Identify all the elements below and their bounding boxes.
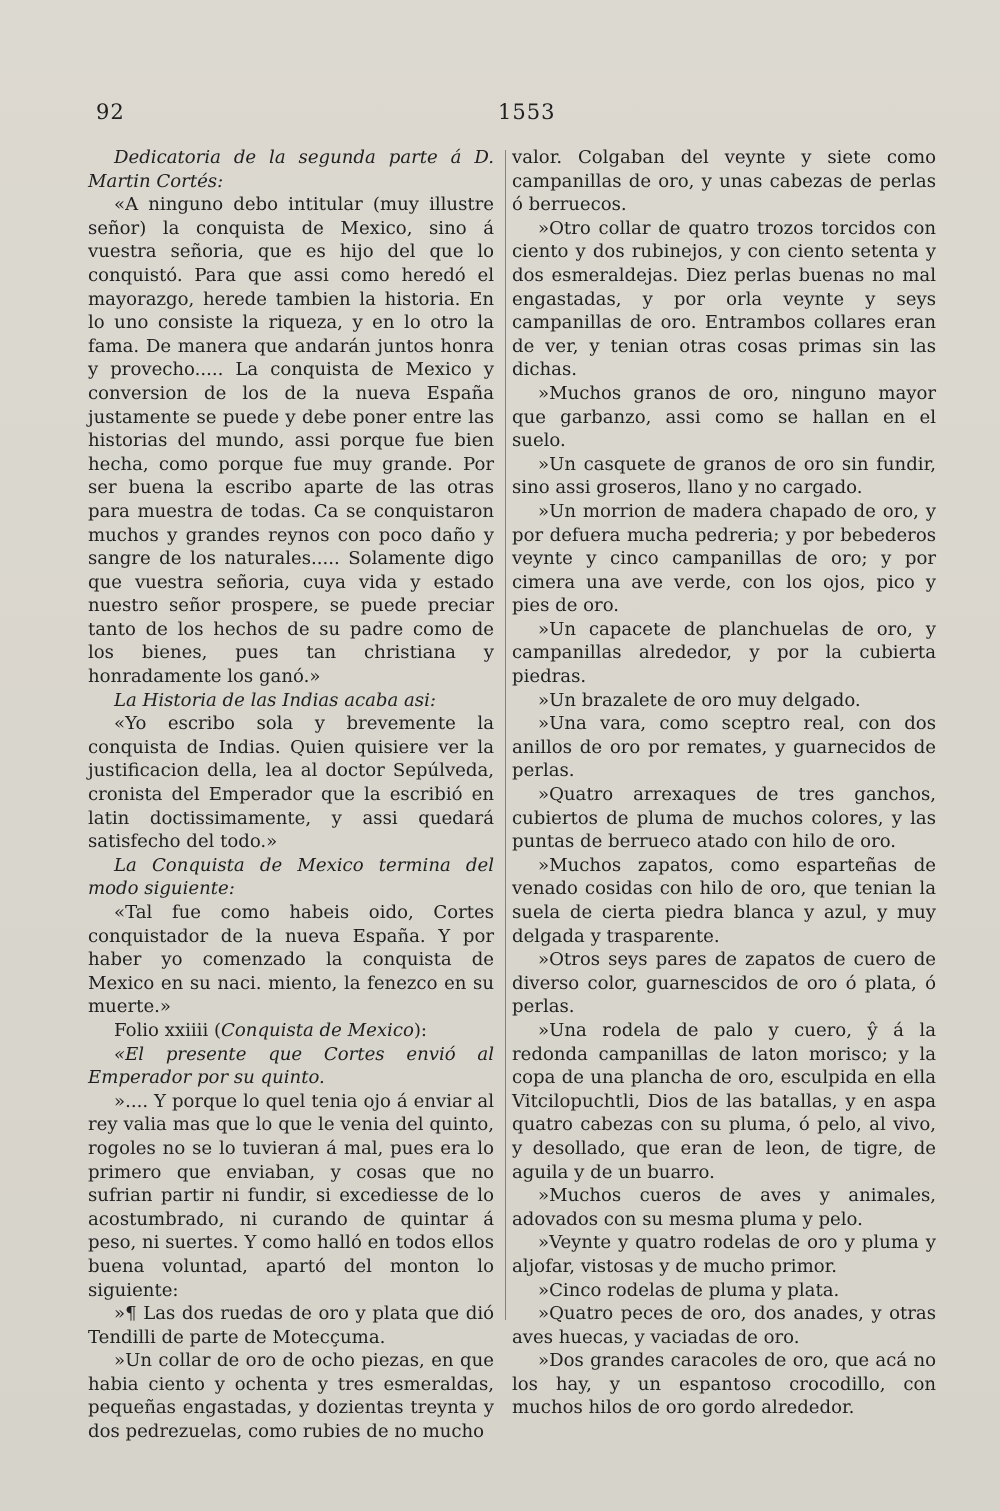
paragraph: »Cinco rodelas de pluma y plata. xyxy=(538,1279,840,1301)
paragraph: »Muchos zapatos, como esparteñas de venado cosidas con hilo de oro, que tenian la suela de cierta piedra blanca y azul, y muy delgada y trasparente. xyxy=(512,854,936,947)
paragraph: «A ninguno debo intitular (muy illustre señor) la conquista de Mexico, sino á vuestra señoria, que es hijo del que lo conquistó. Para que assi como heredó el mayorazgo, herede tambien la historia. En lo uno consiste la riqueza, y en lo otro la fama. De manera que andarán juntos honra y provecho..... La conquista de Mexico y conversion de los de la nueva España justamente se puede y debe poner entre las historias del mundo, assi porque fue bien hecha, como porque fue muy grande. Por ser buena la escribo aparte de las otras para muestra de todas. Ca se conquistaron muchos y grandes reynos con poco daño y sangre de los naturales..... Solamente digo que vuestra señoria, cuya vida y estado nuestro señor prospere, se puede preciar tanto de los hechos de su padre como de los bienes, pues tan christiana y honradamente los ganó.» xyxy=(88,194,494,688)
paragraph: ».... Y porque lo quel tenia ojo á enviar al rey valia mas que lo que le venia del quinto, rogoles no se lo tuvieran á mal, pues era lo primero que enviaban, y cosas que no sufrian partir ni fundir, si excediesse de lo acostumbrado, ni curando de quintar á peso, ni suertes. Y como halló en todos ellos buena voluntad, apartó del monton lo siguiente: xyxy=(88,1090,494,1301)
paragraph: «Tal fue como habeis oido, Cortes conquistador de la nueva España. Y por haber yo comenzado la conquista de Mexico en su naci. miento, la fenezco en su muerte.» xyxy=(88,902,494,1018)
paragraph: »Quatro arrexaques de tres ganchos, cubiertos de pluma de muchos colores, y las puntas de berrueco atado con hilo de oro. xyxy=(512,784,936,853)
right-column xyxy=(512,146,936,1420)
paragraph: »Dos grandes caracoles de oro, que acá no los hay, y un espantoso crocodillo, con muchos hilos de oro gordo alrededor. xyxy=(512,1350,936,1419)
paragraph: »Una vara, como sceptro real, con dos anillos de oro por remates, y guarnecidos de perlas. xyxy=(512,713,936,782)
folio-prefix: Folio xxiiii ( xyxy=(114,1019,222,1041)
page-number: 92 xyxy=(96,100,125,124)
paragraph: »Otros seys pares de zapatos de cuero de diverso color, guarnescidos de oro ó plata, ó perlas. xyxy=(512,949,936,1018)
section-heading: La Conquista de Mexico termina del modo siguiente: xyxy=(88,854,494,900)
folio-reference xyxy=(88,1019,494,1043)
paragraph: »Un casquete de granos de oro sin fundir, sino assi groseros, llano y no cargado. xyxy=(512,453,936,499)
section-heading: La Historia de las Indias acaba asi: xyxy=(114,689,436,711)
paragraph: »Muchos granos de oro, ninguno mayor que garbanzo, assi como se hallan en el suelo. xyxy=(512,382,936,452)
folio-title: Conquista de Mexico xyxy=(221,1019,414,1041)
paragraph: «Yo escribo sola y brevemente la conquista de Indias. Quien quisiere ver la justificacion della, lea al doctor Sepúlveda, cronista del Emperador que la escribió en latin doctissimamente, y assi quedará satisfecho del todo.» xyxy=(88,713,494,853)
section-heading: «El presente que Cortes envió al Emperador por su quinto. xyxy=(88,1043,494,1089)
paragraph: »Otro collar de quatro trozos torcidos con ciento y dos rubinejos, y con ciento setenta y dos esmeraldejas. Diez perlas buenas no mal engastadas, y por orla veynte y seys campanillas de oro. Entrambos collares eran de ver, y tenian otras cosas primas sin las dichas. xyxy=(512,217,936,381)
paragraph: »Un brazalete de oro muy delgado. xyxy=(538,689,861,711)
paragraph: »Un collar de oro de ocho piezas, en que habia ciento y ochenta y tres esmeraldas, pequeñas engastadas, y dozientas treynta y dos pedrezuelas, como rubies de no mucho xyxy=(88,1350,494,1443)
left-column xyxy=(88,146,494,1444)
paragraph: »Una rodela de palo y cuero, ŷ á la redonda campanillas de laton morisco; y la copa de una plancha de oro, esculpida en ella Vitcilopuchtli, Dios de las batallas, y en aspa quatro cabezas con su pluma, ó pelo, al vivo, y desollado, que eran de leon, de tigre, de aguila y de un buarro. xyxy=(512,1019,936,1183)
paragraph: »Quatro peces de oro, dos anades, y otras aves huecas, y vaciadas de oro. xyxy=(512,1303,936,1348)
paragraph: »Un capacete de planchuelas de oro, y campanillas alrededor, y por la cubierta piedras. xyxy=(512,618,936,688)
paragraph: »Muchos cueros de aves y animales, adovados con su mesma pluma y pelo. xyxy=(512,1185,936,1230)
catalog-number: 1553 xyxy=(498,100,556,124)
folio-suffix: ): xyxy=(413,1019,428,1041)
page-header xyxy=(96,100,936,130)
paragraph: »Un morrion de madera chapado de oro, y por defuera mucha pedreria; y por bebederos veynte y cinco campanillas de oro; y por cimera una ave verde, con los ojos, pico y pies de oro. xyxy=(512,500,936,617)
paragraph: »Veynte y quatro rodelas de oro y pluma y aljofar, vistosas y de mucho primor. xyxy=(512,1232,936,1277)
column-divider xyxy=(505,150,506,1320)
paragraph: »¶ Las dos ruedas de oro y plata que dió Tendilli de parte de Motecçuma. xyxy=(88,1303,494,1348)
section-heading: Dedicatoria de la segunda parte á D. Martin Cortés: xyxy=(88,147,494,192)
paragraph: valor. Colgaban del veynte y siete como campanillas de oro, y unas cabezas de perlas ó berruecos. xyxy=(512,147,936,216)
